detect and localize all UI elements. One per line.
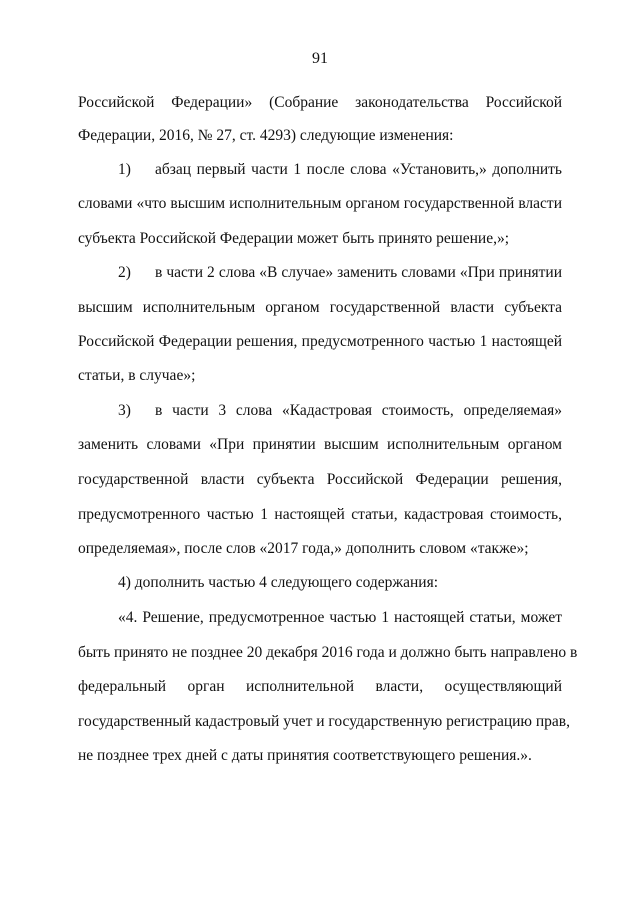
text-line: федеральный орган исполнительной власти, осуществляющий — [78, 678, 562, 695]
quote-first-line: «4. Решение, предусмотренное частью 1 настоящей статьи, может — [118, 609, 562, 626]
text-line: не позднее трех дней с даты принятия соответствующего решения.». — [78, 747, 532, 764]
text-line: Российской Федерации» (Собрание законодательства Российской — [78, 94, 562, 111]
text-line: в части 2 слова «В случае» заменить словами «При принятии — [155, 264, 562, 281]
list-item-4-line: 4) дополнить частью 4 следующего содержания: — [118, 574, 439, 591]
list-number: 2) — [118, 264, 131, 281]
text-line: субъекта Российской Федерации может быть принято решение,»; — [78, 230, 510, 247]
text-line: высшим исполнительным органом государственной власти субъекта — [78, 299, 562, 316]
text-line: абзац первый части 1 после слова «Установить,» дополнить — [155, 161, 562, 178]
text-line: государственной власти субъекта Российской Федерации решения, — [78, 471, 562, 488]
list-number: 1) — [118, 161, 131, 178]
text-line: в части 3 слова «Кадастровая стоимость, определяемая» — [155, 402, 562, 419]
text-line: государственный кадастровый учет и государственную регистрацию прав, — [78, 713, 570, 730]
list-number: 3) — [118, 402, 131, 419]
text-line: статьи, в случае»; — [78, 367, 196, 384]
text-line: предусмотренного частью 1 настоящей статьи, кадастровая стоимость, — [78, 506, 562, 523]
page-number: 91 — [312, 50, 328, 67]
text-line: быть принято не позднее 20 декабря 2016 года и должно быть направлено в — [78, 644, 578, 661]
text-line: словами «что высшим исполнительным органом государственной власти — [78, 195, 562, 212]
text-line: заменить словами «При принятии высшим исполнительным органом — [78, 436, 562, 453]
text-line: определяемая», после слов «2017 года,» дополнить словом «также»; — [78, 540, 529, 557]
text-line: Российской Федерации решения, предусмотренного частью 1 настоящей — [78, 333, 562, 350]
text-line: Федерации, 2016, № 27, ст. 4293) следующие изменения: — [78, 127, 454, 144]
